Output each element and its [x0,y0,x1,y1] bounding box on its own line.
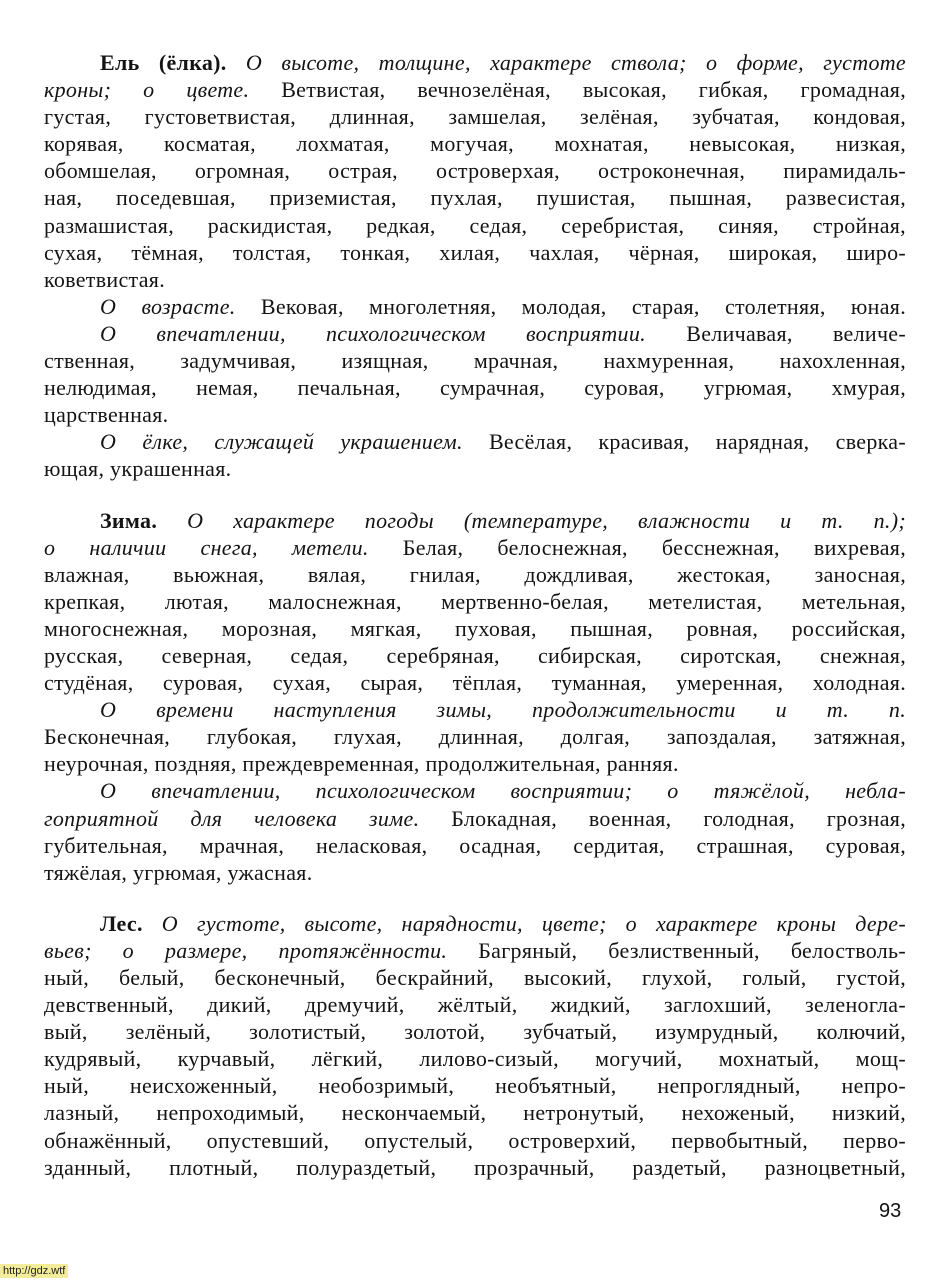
word-list: вый, зелёный, золотистый, золотой, зубчатый, изумрудный, колючий, [44,1019,906,1045]
text-line [44,320,906,347]
word-list: неурочная, поздняя, преждевременная, продолжительная, ранняя. [44,751,679,777]
text-line [44,832,906,859]
category-label: О характере погоды (температуре, влажности и т. п.); [157,507,906,533]
text-line [44,1072,906,1099]
text-line [44,723,906,750]
word-list: многоснежная, морозная, мягкая, пуховая, пышная, ровная, российская, [44,615,906,641]
word-list: Весёлая, красивая, нарядная, сверка- [462,429,906,455]
paragraph [44,293,906,320]
text-line [44,266,906,293]
text-line [44,991,906,1018]
text-line [44,777,906,804]
paragraph [44,910,906,1181]
text-line [44,642,906,669]
watermark-link[interactable]: http://gdz.wtf [0,1264,68,1278]
text-line [44,805,906,832]
text-line [44,588,906,615]
paragraph [44,696,906,777]
word-list: ная, поседевшая, приземистая, пухлая, пушистая, пышная, развесистая, [44,185,906,211]
word-list: студёная, суровая, сухая, сырая, тёплая, туманная, умеренная, холодная. [44,670,906,696]
text-line [44,428,906,455]
entry-heading: Зима. [100,507,158,533]
word-list: обомшелая, огромная, острая, островерхая, остроконечная, пирамидаль- [44,158,906,184]
category-label: О впечатлении, психологическом восприятии. [100,320,646,346]
word-list: крепкая, лютая, малоснежная, мертвенно-белая, метелистая, метельная, [44,588,906,614]
text-line [44,374,906,401]
category-label: о наличии снега, метели. [44,534,369,560]
word-list: Ветвистая, вечнозелёная, высокая, гибкая, громадная, [249,77,906,103]
text-line [44,347,906,374]
category-label: О времени наступления зимы, продолжительности и т. п. [100,697,906,723]
text-line [44,910,906,937]
word-list: Белая, белоснежная, бесснежная, вихревая, [368,534,906,560]
category-label: О возрасте. [100,293,236,319]
word-list: Вековая, многолетняя, молодая, старая, столетняя, юная. [235,293,906,319]
text-line [44,184,906,211]
word-list: Багряный, безлиственный, белостволь- [447,937,906,963]
text-line [44,507,906,534]
entry-heading: Ель (ёлка). [100,50,227,75]
text-line [44,669,906,696]
word-list: девственный, дикий, дремучий, жёлтый, жидкий, заглохший, зеленогла- [44,992,906,1018]
text-line [44,1018,906,1045]
text-line [44,1154,906,1181]
word-list: Бесконечная, глубокая, глухая, длинная, долгая, запоздалая, затяжная, [44,724,906,750]
word-list: корявая, косматая, лохматая, могучая, мохнатая, невысокая, низкая, [44,131,906,157]
text-line [44,859,906,886]
word-list: ный, неисхоженный, необозримый, необъятный, непроглядный, непро- [44,1073,906,1099]
category-label: кроны; о цвете. [44,77,250,103]
text-line [44,964,906,991]
text-line [44,157,906,184]
word-list: тяжёлая, угрюмая, ужасная. [44,859,313,885]
paragraph [44,320,906,428]
word-list: ный, белый, бесконечный, бескрайний, высокий, глухой, голый, густой, [44,965,906,990]
word-list: русская, северная, седая, серебряная, сибирская, сиротская, снежная, [44,642,906,668]
text-line [44,212,906,239]
word-list: лазный, непроходимый, нескончаемый, нетронутый, нехоженый, низкий, [44,1100,906,1126]
category-label: гоприятной для человека зиме. [44,805,420,831]
category-label: О ёлке, служащей украшением. [100,429,463,455]
text-line [44,293,906,320]
word-list: царственная. [44,402,169,428]
paragraph [44,428,906,482]
word-list: Величавая, величе- [645,320,906,346]
word-list: влажная, вьюжная, вялая, гнилая, дождливая, жестокая, заносная, [44,561,906,587]
category-label: О густоте, высоте, нарядности, цвете; о характере кроны дере- [142,910,906,936]
word-list: густая, густоветвистая, длинная, замшелая, зелёная, зубчатая, кондовая, [44,104,906,130]
text-line [44,1045,906,1072]
text-line [44,937,906,964]
text-line [44,130,906,157]
word-list: ственная, задумчивая, изящная, мрачная, нахмуренная, нахохленная, [44,348,906,374]
word-list: нелюдимая, немая, печальная, сумрачная, суровая, угрюмая, хмурая, [44,375,906,401]
text-line [44,534,906,561]
page-body-text [44,49,906,1181]
text-line [44,1099,906,1126]
category-label: О впечатлении, психологическом восприятии; о тяжёлой, небла- [100,778,906,804]
word-list: губительная, мрачная, неласковая, осадная, сердитая, страшная, суровая, [44,832,906,858]
text-line [44,1127,906,1154]
word-list: кудрявый, курчавый, лёгкий, лилово-сизый, могучий, мохнатый, мощ- [44,1046,906,1072]
text-line [44,103,906,130]
word-list: Блокадная, военная, голодная, грозная, [419,805,907,831]
text-line [44,455,906,482]
text-line [44,561,906,588]
paragraph [44,507,906,697]
text-line [44,239,906,266]
text-line [44,615,906,642]
text-line [44,49,906,76]
word-list: размашистая, раскидистая, редкая, седая, серебристая, синяя, стройная, [44,212,906,238]
category-label: О высоте, толщине, характере ствола; о форме, густоте [226,50,906,75]
paragraph [44,777,906,885]
text-line [44,401,906,428]
paragraph [44,49,906,293]
word-list: зданный, плотный, полураздетый, прозрачный, раздетый, разноцветный, [44,1154,906,1180]
text-line [44,750,906,777]
entry-heading: Лес. [100,910,143,936]
category-label: вьев; о размере, протяжённости. [44,937,448,963]
word-list: сухая, тёмная, толстая, тонкая, хилая, чахлая, чёрная, широкая, широ- [44,239,906,265]
page-number: 93 [879,1200,902,1222]
word-list: обнажённый, опустевший, опустелый, островерхий, первобытный, перво- [44,1127,906,1153]
text-line [44,696,906,723]
word-list: ющая, украшенная. [44,456,232,482]
text-line [44,76,906,103]
word-list: коветвистая. [44,266,166,292]
